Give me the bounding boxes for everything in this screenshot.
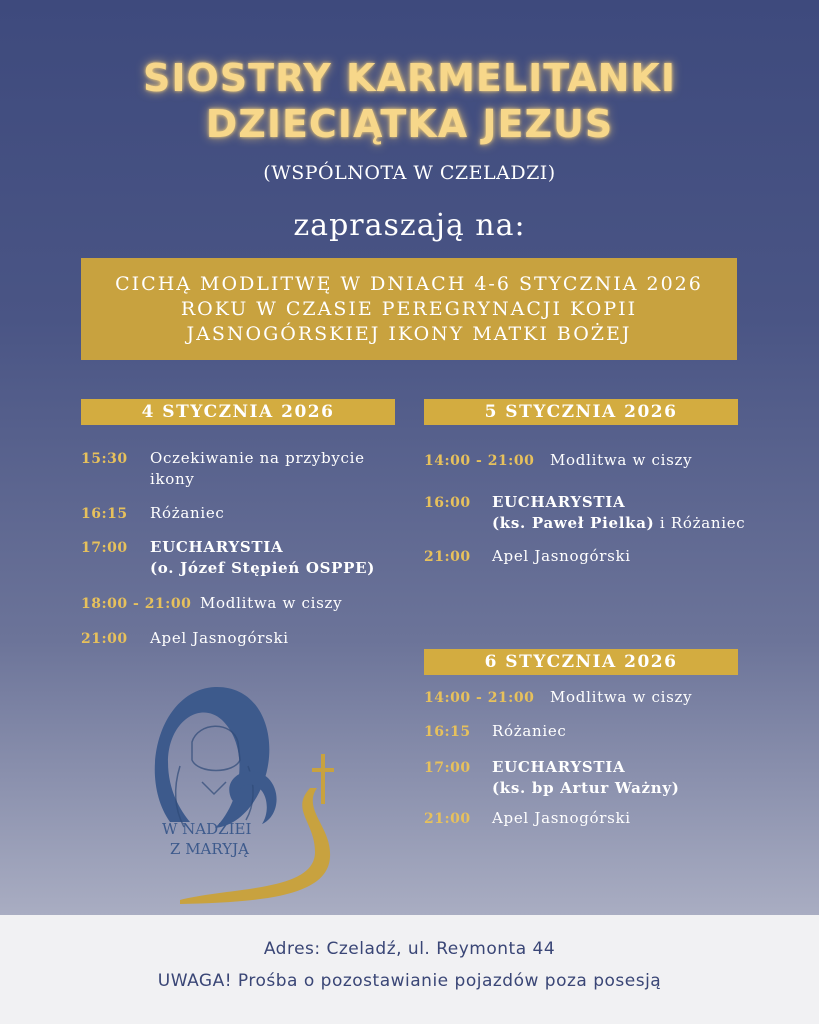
schedule-time: 21:00	[424, 811, 471, 827]
schedule-event: Różaniec	[492, 722, 567, 740]
schedule-event: EUCHARYSTIA (ks. Paweł Pielka) i Różaniec	[492, 493, 746, 532]
logo-text-line-2: Z MARYJĄ	[170, 840, 249, 858]
logo-text-line-1: W NADZIEI	[162, 820, 252, 838]
day-header-jan-5: 5 STYCZNIA 2026	[424, 399, 738, 425]
schedule-time: 16:15	[81, 506, 128, 522]
schedule-event: EUCHARYSTIA (o. Józef Stępień OSPPE)	[150, 538, 376, 577]
schedule-event: Apel Jasnogórski	[150, 629, 289, 647]
footer-parking-note: UWAGA! Prośba o pozostawianie pojazdów poza posesją	[157, 971, 662, 991]
schedule-time: 17:00	[424, 760, 471, 776]
subtitle: (WSPÓLNOTA W CZELADZI)	[263, 162, 556, 184]
schedule-time: 14:00 - 21:00	[424, 690, 535, 706]
schedule-event: Oczekiwanie na przybycie ikony	[150, 449, 365, 488]
madonna-logo-icon	[110, 682, 370, 907]
day-header-jan-6: 6 STYCZNIA 2026	[424, 649, 738, 675]
invite-text: zapraszają na:	[293, 208, 526, 243]
day-header-jan-4: 4 STYCZNIA 2026	[81, 399, 395, 425]
schedule-time: 21:00	[424, 549, 471, 565]
schedule-event: Modlitwa w ciszy	[550, 451, 693, 469]
schedule-time: 14:00 - 21:00	[424, 453, 535, 469]
schedule-time: 15:30	[81, 451, 128, 467]
schedule-time: 16:15	[424, 724, 471, 740]
schedule-time: 16:00	[424, 495, 471, 511]
title-line-1: SIOSTRY KARMELITANKI	[142, 56, 677, 100]
schedule-time: 18:00 - 21:00	[81, 596, 192, 612]
footer-address: Adres: Czeladź, ul. Reymonta 44	[263, 939, 556, 959]
schedule-event: Modlitwa w ciszy	[200, 594, 343, 612]
schedule-event: Różaniec	[150, 504, 225, 522]
schedule-time: 21:00	[81, 631, 128, 647]
footer-panel	[0, 915, 819, 1024]
event-banner	[81, 258, 737, 360]
schedule-time: 17:00	[81, 540, 128, 556]
schedule-event: Modlitwa w ciszy	[550, 688, 693, 706]
schedule-event: Apel Jasnogórski	[492, 547, 631, 565]
event-banner-text: CICHĄ MODLITWĘ W DNIACH 4-6 STYCZNIA 2026 ROKU W CZASIE PEREGRYNACJI KOPII JASNOGÓRSKIEJ IKONY MATKI BOŻEJ	[115, 272, 703, 345]
schedule-event: Apel Jasnogórski	[492, 809, 631, 827]
title-line-2: DZIECIĄTKA JEZUS	[205, 102, 614, 146]
schedule-event: EUCHARYSTIA (ks. bp Artur Ważny)	[492, 758, 680, 797]
